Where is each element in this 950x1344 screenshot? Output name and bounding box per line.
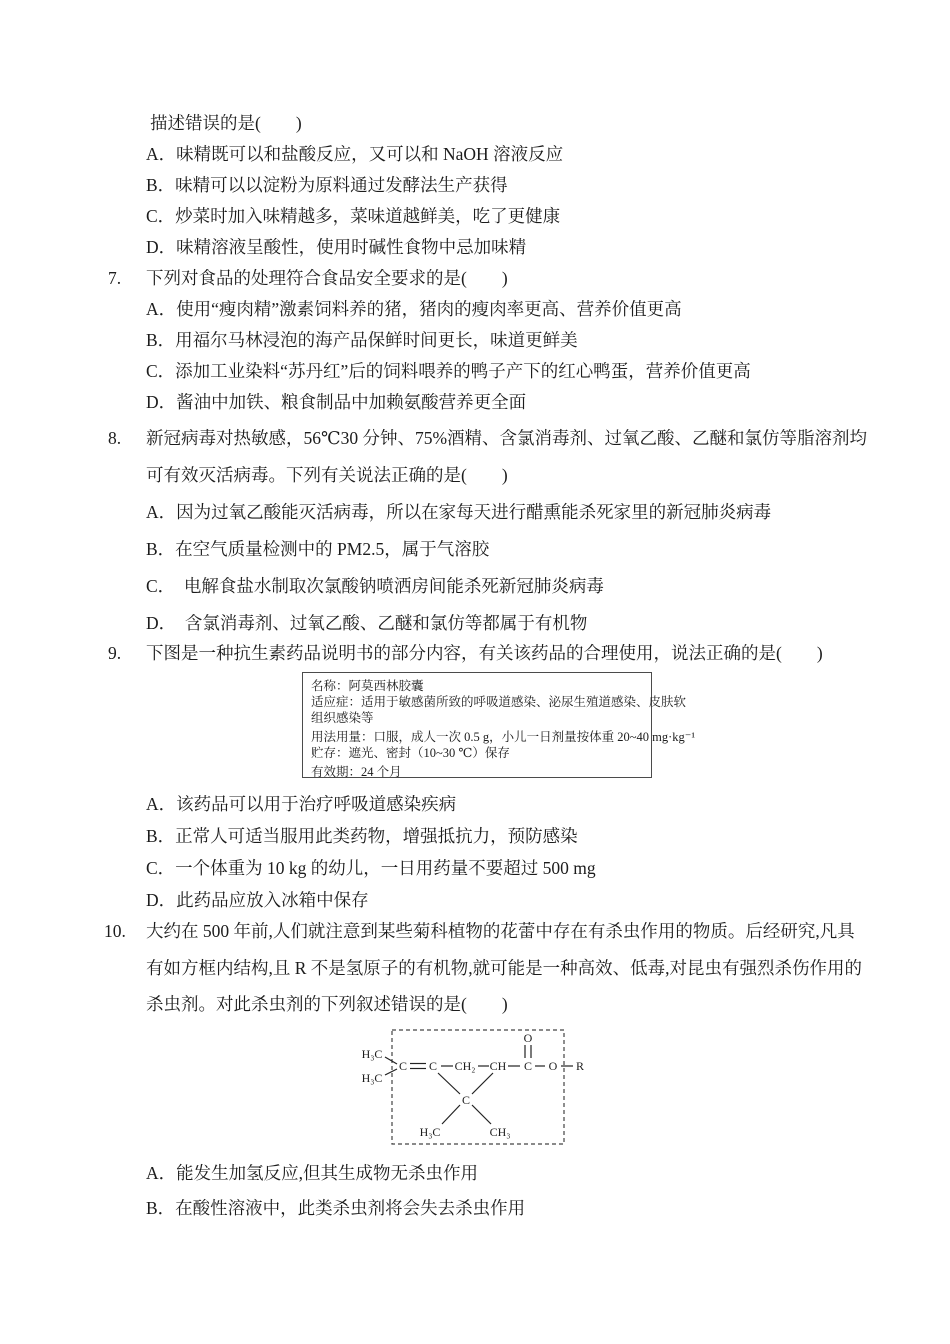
q10-option-a: A．能发生加氢反应,但其生成物无杀虫作用 — [146, 1163, 479, 1183]
atom-ring-c: C — [461, 1093, 471, 1107]
q9-number: 9. — [108, 643, 122, 663]
q7-number: 7. — [108, 268, 122, 288]
q7-option-a: A．使用“瘦肉精”激素饲料养的猪，猪肉的瘦肉率更高、营养价值更高 — [146, 299, 682, 319]
chemical-structure-diagram — [348, 1026, 588, 1148]
drug-indication-line1: 适应症：适用于敏感菌所致的呼吸道感染、泌尿生殖道感染、皮肤软 — [311, 695, 687, 709]
atom-carbonyl-o: O — [523, 1031, 533, 1045]
atom-c2: C — [428, 1059, 438, 1073]
q7-option-c: C．添加工业染料“苏丹红”后的饲料喂养的鸭子产下的红心鸭蛋，营养价值更高 — [146, 361, 751, 381]
drug-validity: 有效期：24 个月 — [311, 765, 402, 779]
q10-option-b: B．在酸性溶液中，此类杀虫剂将会失去杀虫作用 — [146, 1198, 526, 1218]
q9-option-c: C．一个体重为 10 kg 的幼儿，一日用药量不要超过 500 mg — [146, 858, 596, 878]
atom-ring-methyl-right: CH₃ — [489, 1125, 511, 1139]
q6-stem-text: 描述错误的是( ) — [150, 113, 302, 133]
q8-stem-text2: 可有效灭活病毒。下列有关说法正确的是( ) — [146, 465, 508, 485]
atom-ch2: CH₂ — [454, 1059, 476, 1073]
q9-stem-text: 下图是一种抗生素药品说明书的部分内容，有关该药品的合理使用，说法正确的是( ) — [146, 643, 823, 663]
atom-c1: C — [398, 1059, 408, 1073]
q10-number: 10. — [104, 921, 126, 941]
q8-number: 8. — [108, 428, 122, 448]
q6-option-b: B．味精可以以淀粉为原料通过发酵法生产获得 — [146, 175, 508, 195]
drug-name: 名称：阿莫西林胶囊 — [311, 679, 424, 693]
drug-storage: 贮存：遮光、密封（10~30 ℃）保存 — [311, 746, 510, 760]
q9-option-d: D．此药品应放入冰箱中保存 — [146, 890, 369, 910]
q7-option-b: B．用福尔马林浸泡的海产品保鲜时间更长，味道更鲜美 — [146, 330, 578, 350]
atom-methyl-top-left: H₃C — [361, 1047, 383, 1061]
q8-option-c: C． 电解食盐水制取次氯酸钠喷洒房间能杀死新冠肺炎病毒 — [146, 576, 604, 596]
q8-option-d: D． 含氯消毒剂、过氧乙酸、乙醚和氯仿等都属于有机物 — [146, 613, 588, 633]
atom-ch: CH — [489, 1059, 507, 1073]
q9-option-a: A．该药品可以用于治疗呼吸道感染疾病 — [146, 794, 457, 814]
atom-carbonyl-c: C — [523, 1059, 533, 1073]
dashed-frame — [392, 1030, 564, 1144]
q7-stem-text: 下列对食品的处理符合食品安全要求的是( ) — [146, 268, 508, 288]
atom-r-group: R — [575, 1059, 585, 1073]
q8-option-b: B．在空气质量检测中的 PM2.5，属于气溶胶 — [146, 539, 490, 559]
atom-methyl-bottom-left: H₃C — [361, 1071, 383, 1085]
q9-option-b: B．正常人可适当服用此类药物，增强抵抗力，预防感染 — [146, 826, 578, 846]
q8-option-a: A．因为过氧乙酸能灭活病毒，所以在家每天进行醋熏能杀死家里的新冠肺炎病毒 — [146, 502, 772, 522]
drug-indication-line2: 组织感染等 — [311, 711, 374, 725]
q8-stem-text1: 新冠病毒对热敏感，56℃30 分钟、75%酒精、含氯消毒剂、过氧乙酸、乙醚和氯仿等脂溶剂均 — [146, 428, 868, 448]
atom-ring-methyl-left: H₃C — [419, 1125, 441, 1139]
q10-stem-text2: 有如方框内结构,且 R 不是氢原子的有机物,就可能是一种高效、低毒,对昆虫有强烈杀伤作用的 — [146, 958, 863, 978]
atom-ester-o: O — [548, 1059, 558, 1073]
q6-option-d: D．味精溶液呈酸性，使用时碱性食物中忌加味精 — [146, 237, 527, 257]
q10-stem-text1: 大约在 500 年前,人们就注意到某些菊科植物的花蕾中存在有杀虫作用的物质。后经研究,凡具 — [146, 921, 855, 941]
drug-label-box — [302, 672, 696, 779]
q6-option-c: C．炒菜时加入味精越多，菜味道越鲜美，吃了更健康 — [146, 206, 561, 226]
drug-usage: 用法用量：口服，成人一次 0.5 g，小儿一日剂量按体重 20~40 mg·kg⁻¹ — [311, 730, 696, 744]
q6-option-a: A．味精既可以和盐酸反应，又可以和 NaOH 溶液反应 — [146, 144, 564, 164]
q7-option-d: D．酱油中加铁、粮食制品中加赖氨酸营养更全面 — [146, 392, 527, 412]
q10-stem-text3: 杀虫剂。对此杀虫剂的下列叙述错误的是( ) — [146, 994, 508, 1014]
